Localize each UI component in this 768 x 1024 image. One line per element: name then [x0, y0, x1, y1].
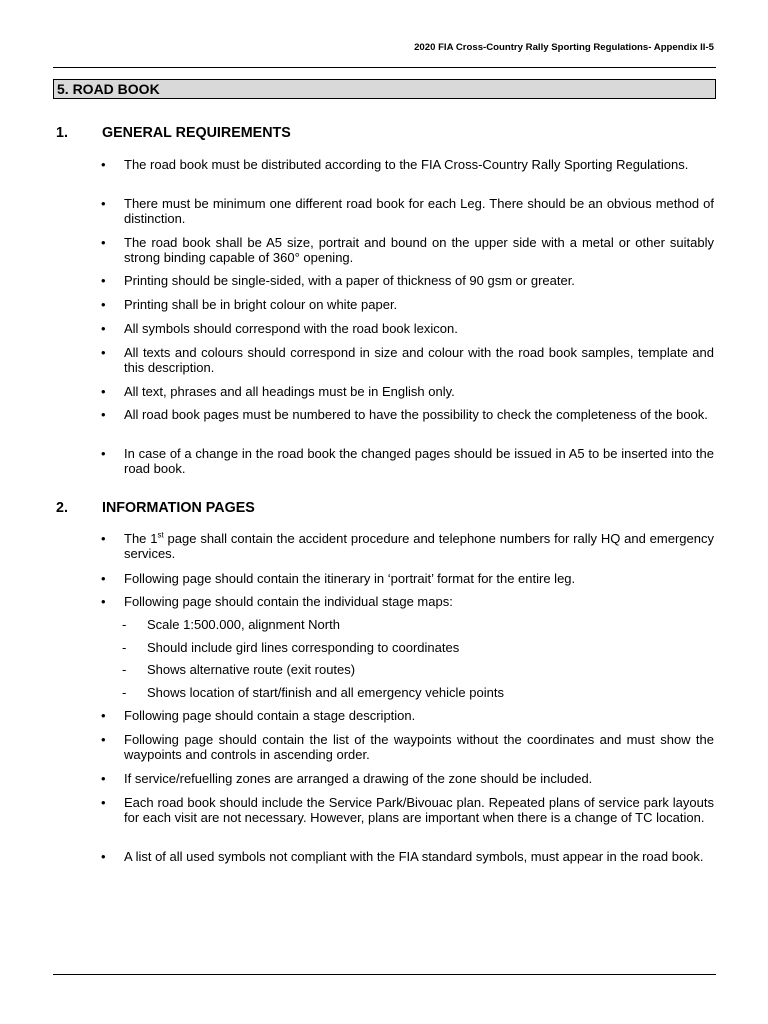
page-header-title: 2020 FIA Cross-Country Rally Sporting Regulations- Appendix II-5	[414, 42, 714, 53]
section-title: 5. ROAD BOOK	[57, 81, 160, 97]
list-item: • All symbols should correspond with the road book lexicon.	[124, 321, 714, 336]
header-rule	[53, 67, 716, 68]
list-item-text: page shall contain the accident procedure and telephone numbers for rally HQ and emergency services.	[124, 531, 714, 562]
list-item: • All texts and colours should correspond in size and colour with the road book samples, template and this description.	[124, 345, 714, 376]
list-item: • In case of a change in the road book the changed pages should be issued in A5 to be inserted into the road book.	[124, 446, 714, 477]
sub-list-item: - Should include gird lines corresponding to coordinates	[147, 640, 459, 655]
list-item	[124, 531, 714, 562]
list-item: • Following page should contain the list of the waypoints without the coordinates and must show the waypoints and controls in ascending order.	[124, 732, 714, 763]
list-item: • A list of all used symbols not compliant with the FIA standard symbols, must appear in the road book.	[124, 849, 714, 864]
ordinal-suffix: st	[157, 530, 164, 540]
sub-list-item: - Shows alternative route (exit routes)	[147, 662, 355, 677]
sub-list-item: - Scale 1:500.000, alignment North	[147, 617, 340, 632]
list-item: • There must be minimum one different road book for each Leg. There should be an obvious method of distinction.	[124, 196, 714, 227]
list-item: • Following page should contain the individual stage maps:	[124, 594, 714, 609]
list-item: • The road book must be distributed according to the FIA Cross-Country Rally Sporting Regulations.	[124, 157, 714, 172]
list-item: • Printing should be single-sided, with a paper of thickness of 90 gsm or greater.	[124, 273, 714, 288]
list-item: • All road book pages must be numbered to have the possibility to check the completeness of the book.	[124, 407, 714, 422]
list-item-text: The 1	[124, 531, 158, 546]
list-item: • Each road book should include the Service Park/Bivouac plan. Repeated plans of service park layouts for each visit are not necessary. However, plans are important when there is a change of TC location.	[124, 795, 714, 826]
list-item: • Following page should contain the itinerary in ‘portrait’ format for the entire leg.	[124, 571, 714, 586]
heading-text: INFORMATION PAGES	[102, 500, 255, 516]
list-item: • Printing shall be in bright colour on white paper.	[124, 297, 714, 312]
heading-number: 1.	[56, 125, 68, 141]
list-item: • If service/refuelling zones are arranged a drawing of the zone should be included.	[124, 771, 714, 786]
sub-list-item: - Shows location of start/finish and all emergency vehicle points	[147, 685, 504, 700]
footer-rule	[53, 974, 716, 975]
section-title-box	[53, 79, 716, 99]
heading-text: GENERAL REQUIREMENTS	[102, 125, 291, 141]
list-item: • All text, phrases and all headings must be in English only.	[124, 384, 714, 399]
list-item: • Following page should contain a stage description.	[124, 708, 714, 723]
heading-number: 2.	[56, 500, 68, 516]
list-item: • The road book shall be A5 size, portrait and bound on the upper side with a metal or other suitably strong binding capable of 360° opening.	[124, 235, 714, 266]
